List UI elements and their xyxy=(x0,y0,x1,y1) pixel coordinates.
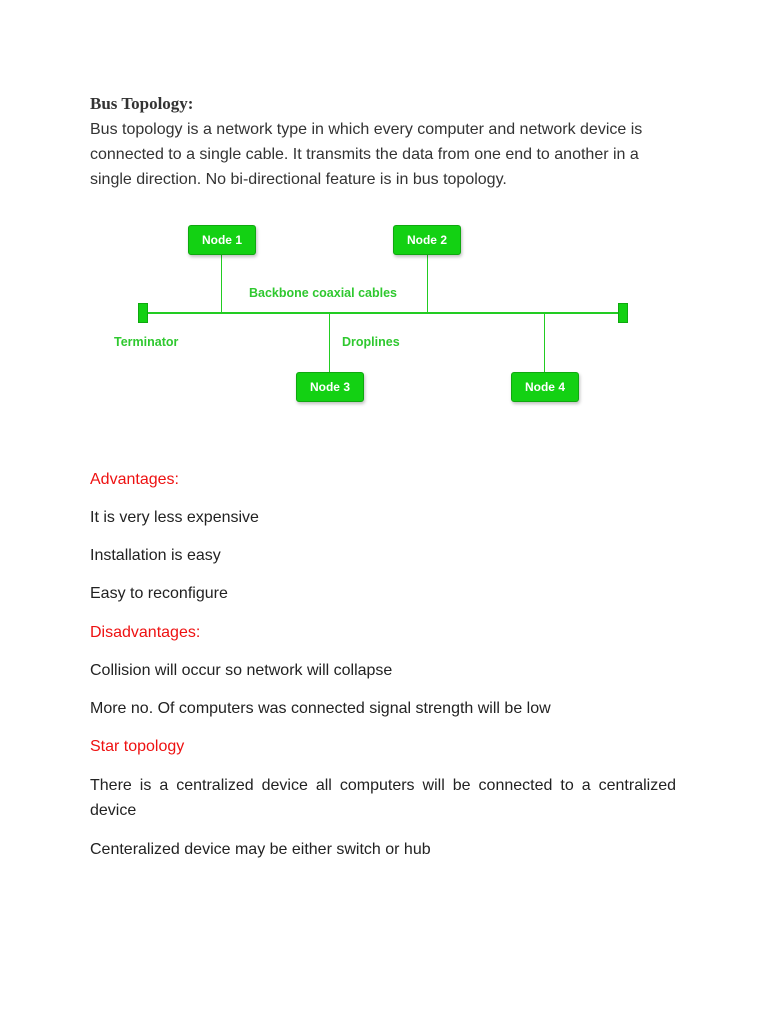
disadvantages-title: Disadvantages: xyxy=(90,624,201,641)
bus-topology-diagram xyxy=(100,215,660,415)
node-2: Node 2 xyxy=(393,225,461,255)
dropline-node-2 xyxy=(427,255,428,313)
advantage-item: Installation is easy xyxy=(90,547,221,564)
star-item: There is a centralized device all computers will be connected to a centralized device xyxy=(90,777,676,819)
disadvantage-item: Collision will occur so network will collapse xyxy=(90,662,393,679)
advantage-item: It is very less expensive xyxy=(90,509,259,526)
node-1: Node 1 xyxy=(188,225,256,255)
terminator-right-icon xyxy=(618,303,628,323)
intro-paragraph: Bus topology is a network type in which every computer and network device is connected to a single cable. It transmits the data from one end to another in a single direction. No bi-directional feature is in bus topology. xyxy=(90,121,643,188)
backbone-line xyxy=(148,312,623,314)
terminator-left-icon xyxy=(138,303,148,323)
disadvantage-item: More no. Of computers was connected signal strength will be low xyxy=(90,700,551,717)
star-item: Centeralized device may be either switch or hub xyxy=(90,841,431,858)
advantage-item: Easy to reconfigure xyxy=(90,585,228,602)
droplines-label: Droplines xyxy=(342,335,400,349)
terminator-label: Terminator xyxy=(114,335,179,349)
dropline-node-3 xyxy=(329,313,330,372)
dropline-node-4 xyxy=(544,313,545,372)
backbone-label: Backbone coaxial cables xyxy=(249,286,397,300)
node-3: Node 3 xyxy=(296,372,364,402)
dropline-node-1 xyxy=(221,255,222,313)
star-topology-title: Star topology xyxy=(90,738,185,755)
advantages-title: Advantages: xyxy=(90,471,179,488)
section-heading: Bus Topology: xyxy=(90,94,194,113)
node-4: Node 4 xyxy=(511,372,579,402)
